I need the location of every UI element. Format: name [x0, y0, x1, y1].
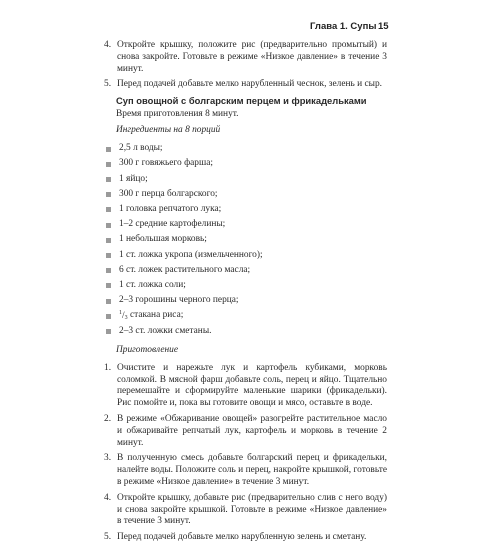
bullet-icon [106, 207, 111, 212]
bullet-icon [106, 192, 111, 197]
step-text: Перед подачей добавьте мелко нарубленный чеснок, зелень и сыр. [117, 79, 382, 90]
step-text: Откройте крышку, положите рис (предварительно промытый) и снова закройте. Готовьте в режиме «Низкое давление» в течение 3 минут. [117, 40, 387, 74]
step-text: В режиме «Обжаривание овощей» разогрейте растительное масло и обжаривайте репчатый лук, картофель и морковь в течение 2 минут. [117, 414, 387, 448]
ingredient-item: 1 небольшая морковь; [104, 233, 387, 248]
bullet-icon [106, 314, 111, 319]
bullet-icon [106, 223, 111, 228]
running-header [0, 21, 500, 35]
bullet-icon [106, 147, 111, 152]
ingredient-item: 2–3 ст. ложки сметаны. [104, 324, 387, 339]
step-text: В полученную смесь добавьте болгарский перец и фрикадельки, налейте воды. Положите соль и перец, накройте крышкой, готовьте в режиме «Низкое давление» в течение 3 минут. [117, 453, 387, 487]
prep-step [104, 493, 387, 528]
step-number: 5. [104, 532, 112, 543]
preparation-heading: Приготовление [116, 345, 178, 356]
prev-step [104, 40, 387, 75]
prep-step [104, 363, 387, 410]
ingredient-item: 2,5 л воды; [104, 142, 387, 157]
prev-step [104, 79, 387, 91]
bullet-icon [106, 238, 111, 243]
page-body [104, 40, 387, 548]
ingredient-list [104, 142, 387, 339]
step-number: 3. [104, 453, 112, 464]
prep-step [104, 453, 387, 488]
ingredient-item: 2–3 горошины черного перца; [104, 293, 387, 308]
prep-step [104, 532, 387, 544]
step-number: 4. [104, 40, 112, 50]
chapter-title: Глава 1. Супы [310, 21, 377, 32]
ingredient-item: 1 ст. ложка соли; [104, 278, 387, 293]
ingredients-heading: Ингредиенты на 8 порций [116, 124, 221, 135]
bullet-icon [106, 268, 111, 273]
step-number: 5. [104, 79, 112, 90]
bullet-icon [106, 162, 111, 167]
ingredient-item: 1 головка репчатого лука; [104, 202, 387, 217]
ingredient-item: 6 ст. ложек растительного масла; [104, 263, 387, 278]
step-text: Откройте крышку, добавьте рис (предварительно слив с него воду) и снова закройте крышкой. Готовьте в режиме «Низкое давление» в течение 3 минут. [117, 492, 387, 527]
ingredient-item: 300 г говяжьего фарша; [104, 157, 387, 172]
page-number: 15 [378, 21, 389, 32]
bullet-icon [106, 177, 111, 182]
ingredient-item: 1 яйцо; [104, 172, 387, 187]
step-number: 2. [104, 414, 112, 424]
prep-step [104, 414, 387, 449]
bullet-icon [106, 283, 111, 288]
ingredient-item: 300 г перца болгарского; [104, 187, 387, 202]
recipe-title: Суп овощной с болгарским перцем и фрикадельками [116, 95, 367, 107]
ingredient-item: 1–2 средние картофелины; [104, 218, 387, 233]
cooking-time: Время приготовления 8 минут. [116, 108, 239, 119]
fraction: $^1/_3$ [119, 309, 128, 321]
step-text: Перед подачей добавьте мелко нарубленную зелень и сметану. [117, 532, 367, 543]
ingredient-item: $^1/_3$ стакана риса; [104, 309, 387, 324]
bullet-icon [106, 253, 111, 258]
step-number: 1. [104, 362, 112, 373]
bullet-icon [106, 329, 111, 334]
step-text: Очистите и нарежьте лук и картофель кубиками, морковь соломкой. В мясной фарш добавьте соль, перец и яйцо. Тщательно перемешайте и сформируйте маленькие шарики (фрикадельки). Рис помойте и, пока вы готовите овощи и мясо, оставьте в воде. [117, 362, 387, 409]
ingredient-item: 1 ст. ложка укропа (измельченного); [104, 248, 387, 263]
step-number: 4. [104, 492, 112, 503]
bullet-icon [106, 299, 111, 304]
